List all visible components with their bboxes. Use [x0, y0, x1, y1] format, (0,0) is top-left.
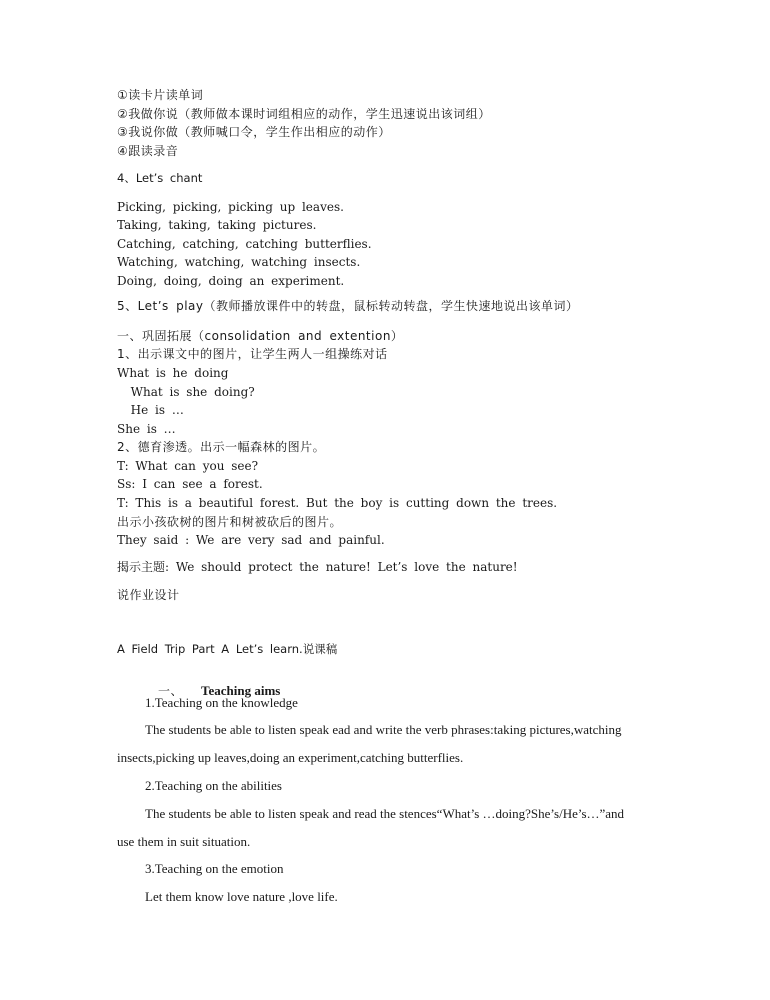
aims-paragraph: insects,picking up leaves,doing an experiment,catching butterflies.: [117, 750, 464, 765]
chant-title: 4、Let’s chant: [117, 171, 203, 185]
play-line: 5、Let’s play（教师播放课件中的转盘，鼠标转动转盘，学生快速地说出该单词）: [117, 299, 579, 313]
aims-subheading: 3.Teaching on the emotion: [145, 861, 284, 876]
dialogue-line: What is he doing: [117, 366, 229, 380]
step-1: ①读卡片读单词: [117, 88, 204, 102]
dialogue-line: What is she doing?: [117, 385, 255, 399]
aims-paragraph: The students be able to listen speak and read the stences“What’s …doing?She’s/He’s…”and: [145, 806, 625, 821]
consolidation-heading: 一、巩固拓展（consolidation and extention）: [117, 329, 404, 343]
chant-line: Catching, catching, catching butterflies.: [117, 237, 372, 251]
chant-line: Picking, picking, picking up leaves.: [117, 200, 344, 214]
aims-prefix: 一、: [158, 684, 184, 698]
aims-paragraph: The students be able to listen speak ead and write the verb phrases:taking pictures,watching: [145, 722, 622, 737]
dialogue-line: T: What can you see?: [117, 459, 259, 473]
dialogue-line: He is …: [117, 403, 184, 417]
section-title: A Field Trip Part A Let’s learn.说课稿: [117, 642, 338, 656]
dialogue-line: Ss: I can see a forest.: [117, 477, 263, 491]
dialogue-line: She is …: [117, 422, 176, 436]
theme-line: 揭示主题: We should protect the nature! Let’s love the nature!: [117, 560, 518, 574]
consolidation-line: 1、出示课文中的图片，让学生两人一组操练对话: [117, 347, 388, 361]
chant-line: Taking, taking, taking pictures.: [117, 218, 317, 232]
dialogue-line: They said : We are very sad and painful.: [117, 533, 385, 547]
aims-paragraph: use them in suit situation.: [117, 834, 251, 849]
aims-subheading: 2.Teaching on the abilities: [145, 778, 282, 793]
consolidation-line: 2、德育渗透。出示一幅森林的图片。: [117, 440, 326, 454]
aims-paragraph: Let them know love nature ,love life.: [145, 889, 338, 904]
step-4: ④跟读录音: [117, 144, 179, 158]
consolidation-line: 出示小孩砍树的图片和树被砍后的图片。: [117, 515, 343, 529]
dialogue-line: T: This is a beautiful forest. But the boy is cutting down the trees.: [117, 496, 558, 510]
aims-heading-text: Teaching aims: [201, 683, 281, 698]
aims-subheading: 1.Teaching on the knowledge: [145, 695, 298, 710]
homework-line: 说作业设计: [117, 588, 180, 602]
step-3: ③我说你做（教师喊口令，学生作出相应的动作）: [117, 125, 391, 139]
chant-line: Doing, doing, doing an experiment.: [117, 274, 345, 288]
step-2: ②我做你说（教师做本课时词组相应的动作，学生迅速说出该词组）: [117, 107, 491, 121]
chant-line: Watching, watching, watching insects.: [117, 255, 361, 269]
